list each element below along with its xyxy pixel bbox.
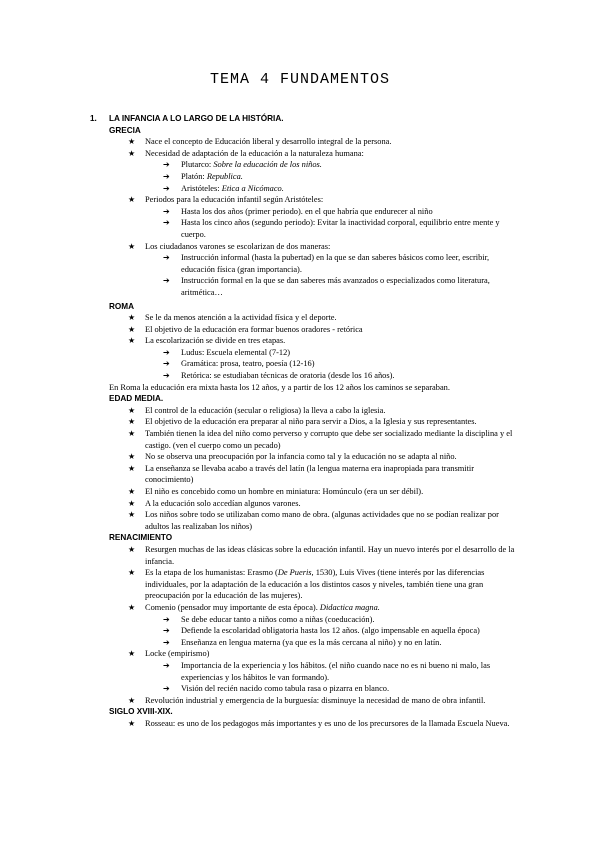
star-bullet-icon: ★	[128, 148, 136, 158]
arrow-bullet-icon: ➔	[163, 218, 170, 228]
list-item: ★ Locke (empirismo)	[128, 649, 210, 659]
arrow-bullet-icon: ➔	[163, 660, 170, 670]
list-item: ★ Comenio (pensador muy importante de esta época). Didactica magna.	[128, 602, 380, 612]
sub-list-item: ➔ Defiende la escolaridad obligatoria hasta los 12 años. (algo impensable en aquella época)	[163, 626, 480, 636]
arrow-bullet-icon: ➔	[163, 359, 170, 369]
star-bullet-icon: ★	[128, 463, 136, 473]
list-item: ★ Nace el concepto de Educación liberal y desarrollo integral de la persona.	[128, 137, 392, 147]
star-bullet-icon: ★	[128, 510, 136, 520]
star-bullet-icon: ★	[128, 417, 136, 427]
list-item: ★ Se le da menos atención a la actividad física y el deporte.	[128, 313, 337, 323]
arrow-bullet-icon: ➔	[163, 626, 170, 636]
sub-list-item: ➔ Gramática: prosa, teatro, poesía (12-16)	[163, 359, 315, 369]
sub-list-item: ➔ Instrucción formal en la que se dan saberes más avanzados o especializados como literatura, aritmética…	[163, 276, 490, 297]
section-number: 1.	[90, 114, 97, 123]
list-item: ★ El objetivo de la educación era formar buenos oradores - retórica	[128, 324, 363, 334]
list-item: ★ La escolarización se divide en tres etapas.	[128, 336, 286, 346]
sub-list-item: ➔ Se debe educar tanto a niños como a niñas (coeducación).	[163, 614, 375, 624]
list-item: ★ Periodos para la educación infantil según Aristóteles:	[128, 195, 324, 205]
document-body	[0, 113, 600, 729]
heading-siglo-xviii-xix: SIGLO XVIII-XIX.	[109, 707, 173, 717]
star-bullet-icon: ★	[128, 429, 136, 439]
star-bullet-icon: ★	[128, 195, 136, 205]
list-item: ★ Es la etapa de los humanistas: Erasmo (De Pueris, 1530), Luis Vives (tiene interés por las diferencias individuales, por la adaptación de la educación a los distintos casos y niveles, también tiene una gran preocupación por la educación de las mujeres).	[128, 568, 485, 601]
sub-list-item: ➔ Enseñanza en lengua materna (ya que es la más cercana al niño) y no en latín.	[163, 637, 442, 647]
arrow-bullet-icon: ➔	[163, 206, 170, 216]
sub-list-item: ➔ Hasta los dos años (primer periodo). en el que habría que endurecer al niño	[163, 206, 433, 216]
page-title: TEMA 4 FUNDAMENTOS	[209, 71, 391, 88]
arrow-bullet-icon: ➔	[163, 276, 170, 286]
star-bullet-icon: ★	[128, 568, 136, 578]
arrow-bullet-icon: ➔	[163, 637, 170, 647]
sub-list-item: ➔ Aristóteles: Etica a Nicómaco.	[163, 183, 284, 193]
list-item: ★ No se observa una preocupación por la infancia como tal y la educación no se adapta al niño.	[128, 452, 457, 462]
star-bullet-icon: ★	[128, 241, 136, 251]
arrow-bullet-icon: ➔	[163, 171, 170, 181]
sub-list-item: ➔ Hasta los cinco años (segundo periodo): Evitar la inactividad corporal, equilibrio entre mente y cuerpo.	[163, 218, 500, 239]
list-item: ★ Revolución industrial y emergencia de la burguesía: disminuye la necesidad de mano de obra infantil.	[128, 695, 486, 705]
arrow-bullet-icon: ➔	[163, 614, 170, 624]
arrow-bullet-icon: ➔	[163, 347, 170, 357]
heading-grecia: GRECIA	[109, 125, 141, 135]
heading-renacimiento: RENACIMIENTO	[109, 533, 173, 543]
star-bullet-icon: ★	[128, 137, 136, 147]
list-item: ★ Los niños sobre todo se utilizaban como mano de obra. (algunas actividades que no se podían realizar por adultos las realizaban los niños)	[128, 510, 499, 531]
star-bullet-icon: ★	[128, 544, 136, 554]
sub-list-item: ➔ Plutarco: Sobre la educación de los niños.	[163, 160, 322, 170]
list-item: ★ El niño es concebido como un hombre en miniatura: Homúnculo (era un ser débil).	[128, 487, 424, 496]
sub-list-item: ➔ Ludus: Escuela elemental (7-12)	[163, 347, 291, 357]
star-bullet-icon: ★	[128, 405, 136, 415]
star-bullet-icon: ★	[128, 498, 136, 508]
list-item: ★ Necesidad de adaptación de la educación a la naturaleza humana:	[128, 148, 364, 158]
star-bullet-icon: ★	[128, 336, 136, 346]
sub-list-item: ➔ Instrucción informal (hasta la pubertad) en la que se dan saberes básicos como leer, escribir, educación física (gran importancia).	[163, 253, 490, 274]
section-title: LA INFANCIA A LO LARGO DE LA HISTÓRIA.	[109, 114, 284, 123]
section-heading	[0, 113, 600, 125]
heading-edad-media: EDAD MEDIA.	[109, 394, 164, 404]
sub-list-item: ➔ Visión del recién nacido como tabula rasa o pizarra en blanco.	[163, 684, 390, 694]
star-bullet-icon: ★	[128, 324, 136, 334]
list-item: ★ La enseñanza se llevaba acabo a través del latín (la lengua materna era inapropiada para transmitir conocimiento)	[128, 463, 475, 485]
arrow-bullet-icon: ➔	[163, 183, 170, 193]
star-bullet-icon: ★	[128, 313, 136, 323]
arrow-bullet-icon: ➔	[163, 160, 170, 170]
star-bullet-icon: ★	[128, 718, 136, 728]
arrow-bullet-icon: ➔	[163, 371, 170, 381]
sub-list-item: ➔ Platón: Republica.	[163, 171, 243, 181]
heading-roma: ROMA	[109, 301, 135, 311]
star-bullet-icon: ★	[128, 602, 136, 612]
star-bullet-icon: ★	[128, 695, 136, 705]
list-item: ★ También tienen la idea del niño como perverso y corrupto que debe ser socializado mediante la disciplina y el castigo. (ven el cuerpo como un pecado)	[128, 429, 513, 450]
list-item: ★ Resurgen muchas de las ideas clásicas sobre la educación infantil. Hay un nuevo interés por el desarrollo de la infancia.	[128, 544, 515, 566]
arrow-bullet-icon: ➔	[163, 684, 170, 694]
star-bullet-icon: ★	[128, 649, 136, 659]
list-item: ★ El objetivo de la educación era preparar al niño para servir a Dios, a la Iglesia y sus representantes.	[128, 417, 477, 427]
list-item: ★ A la educación solo accedían algunos varones.	[128, 498, 301, 508]
arrow-bullet-icon: ➔	[163, 253, 170, 263]
list-item: ★ Rosseau: es uno de los pedagogos más importantes y es uno de los precursores de la llamada Escuela Nueva.	[128, 718, 510, 728]
sub-list-item: ➔ Importancia de la experiencia y los hábitos. (el niño cuando nace no es ni bueno ni malo, las experiencias y los hábitos le van formando).	[163, 660, 491, 682]
list-item: ★ Los ciudadanos varones se escolarizan de dos maneras:	[128, 241, 331, 251]
list-item: ★ El control de la educación (secular o religiosa) la lleva a cabo la iglesia.	[128, 405, 386, 415]
sub-list-item: ➔ Retórica: se estudiaban técnicas de oratoria (desde los 16 años).	[163, 371, 395, 381]
star-bullet-icon: ★	[128, 487, 136, 496]
roma-note: En Roma la educación era mixta hasta los 12 años, y a partir de los 12 años los caminos se separaban.	[109, 382, 450, 392]
star-bullet-icon: ★	[128, 452, 136, 462]
